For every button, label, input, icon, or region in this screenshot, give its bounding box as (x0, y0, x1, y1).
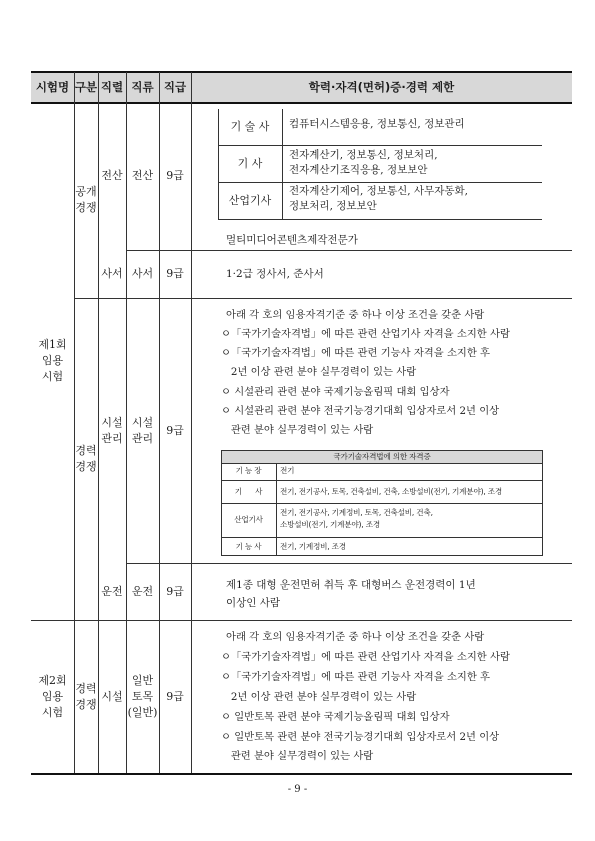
header-grade: 직급 (163, 80, 187, 94)
facility-intro: 아래 각 호의 임용자격기준 중 하나 이상 조건을 갖춘 사람 (226, 309, 485, 321)
it-row-label-2: 기 사 (237, 156, 263, 170)
exam2-name: 제2회 임용 시험 (38, 673, 67, 719)
librarian-grade: 9급 (166, 267, 184, 280)
driving-grade: 9급 (166, 584, 184, 598)
facility-item-3: 2년 이상 관련 분야 실무경력이 있는 사람 (221, 366, 417, 378)
exam2-series: 시설 (101, 689, 123, 703)
facility-item-5: ㅇ 시설관리 관련 분야 전국기능경기대회 입상자로서 2년 이상 (221, 405, 500, 417)
subtable-value-1: 전기 (280, 466, 295, 475)
it-inner-line-3 (218, 219, 542, 220)
exam2-item-6: 관련 분야 실무경력이 있는 사람 (221, 750, 374, 762)
facility-item-4: ㅇ 시설관리 관련 분야 국제기능올림픽 대회 입상자 (221, 386, 450, 398)
subtable-label-2: 기 사 (234, 487, 263, 496)
exam2-item-1: ㅇ「국가기술자격법」에 따른 관련 산업기사 자격을 소지한 사람 (221, 651, 510, 663)
driving-class: 운전 (131, 584, 154, 598)
exam2-item-2: ㅇ「국가기술자격법」에 따른 관련 기능사 자격을 소지한 후 (221, 671, 491, 683)
it-row-value-1: 컴퓨터시스템응용, 정보통신, 정보관리 (289, 118, 465, 130)
driving-series: 운전 (101, 584, 123, 598)
it-class: 전산 (131, 169, 154, 182)
subtable-line-4 (221, 537, 543, 538)
exam2-class: 일반 토목 (일반) (127, 673, 158, 719)
facility-item-6: 관련 분야 실무경력이 있는 사람 (221, 424, 374, 436)
exam2-item-5: ㅇ 일반토목 관련 분야 전국기능경기대회 입상자로서 2년 이상 (221, 731, 500, 743)
subtable-value-3: 전기, 전기공사, 기계정비, 토목, 건축설비, 건축, 소방설비(전기, 기계분야), 조경 (280, 508, 433, 529)
facility-item-2: ㅇ「국가기술자격법」에 따른 관련 기능사 자격을 소지한 후 (221, 347, 491, 359)
subtable-label-3: 산업기사 (234, 515, 263, 524)
subtable-col-divider (276, 463, 277, 556)
librarian-series: 사서 (101, 267, 123, 280)
it-inner-mid (282, 109, 283, 219)
header-exam-name: 시험명 (35, 80, 70, 94)
exam2-grade: 9급 (166, 689, 184, 703)
exam2-item-4: ㅇ 일반토목 관련 분야 국제기능올림픽 대회 입상자 (221, 711, 450, 723)
it-row-label-1: 기 술 사 (230, 120, 270, 133)
it-row-label-3: 산업기사 (228, 193, 272, 207)
exam2-category: 경력 경쟁 (75, 681, 97, 711)
facility-item-1: ㅇ「국가기술자격법」에 따른 관련 산업기사 자격을 소지한 사람 (221, 328, 510, 340)
header-category: 구분 (74, 80, 98, 94)
subtable-line-2 (221, 480, 543, 481)
header-requirements: 학력·자격(면허)증·경력 제한 (308, 80, 455, 94)
librarian-requirement: 1·2급 정사서, 준사서 (226, 268, 324, 280)
subtable-label-4: 기 능 사 (235, 542, 262, 551)
it-row-value-2: 전자계산기, 정보통신, 정보처리, 전자계산기조직응용, 정보보안 (289, 149, 438, 176)
it-series: 전산 (101, 169, 123, 182)
table-top-border (31, 71, 572, 73)
subtable-value-2: 전기, 전기공사, 토목, 건축설비, 건축, 소방설비(전기, 기계분야), 조경 (280, 487, 503, 496)
col-divider-5 (191, 72, 192, 773)
row-divider-librarian (126, 250, 572, 251)
librarian-class: 사서 (131, 267, 154, 280)
row-divider-driving (126, 563, 572, 564)
facility-grade: 9급 (166, 423, 184, 437)
header-job-class: 직류 (131, 80, 154, 94)
subtable-line-1 (221, 463, 543, 464)
exam1-career-category: 경력 경쟁 (75, 444, 97, 473)
subtable-title: 국가기술자격법에 의한 자격증 (333, 452, 431, 461)
driving-requirement: 제1종 대형 운전면허 취득 후 대형버스 운전경력이 1년 이상인 사람 (226, 579, 476, 609)
subtable-value-4: 전기, 기계정비, 조경 (280, 542, 346, 551)
facility-series: 시설 관리 (101, 415, 123, 445)
exam2-intro: 아래 각 호의 임용자격기준 중 하나 이상 조건을 갖춘 사람 (226, 631, 485, 643)
it-row-value-3: 전자계산기제어, 정보통신, 사무자동화, 정보처리, 정보보안 (289, 185, 468, 212)
exam1-open-category: 공개 경쟁 (75, 185, 97, 214)
it-extra-certificate: 멀티미디어콘텐츠제작전문가 (226, 234, 358, 246)
page-number: - 9 - (287, 784, 308, 795)
header-job-series: 직렬 (100, 80, 124, 94)
it-grade: 9급 (166, 169, 184, 182)
table-bottom-border (31, 773, 572, 775)
subtable-line-3 (221, 503, 543, 504)
exam2-item-3: 2년 이상 관련 분야 실무경력이 있는 사람 (221, 691, 417, 703)
facility-class: 시설 관리 (131, 415, 154, 445)
subtable-label-1: 기 능 장 (235, 466, 262, 475)
exam1-name: 제1회 임용 시험 (38, 338, 67, 383)
